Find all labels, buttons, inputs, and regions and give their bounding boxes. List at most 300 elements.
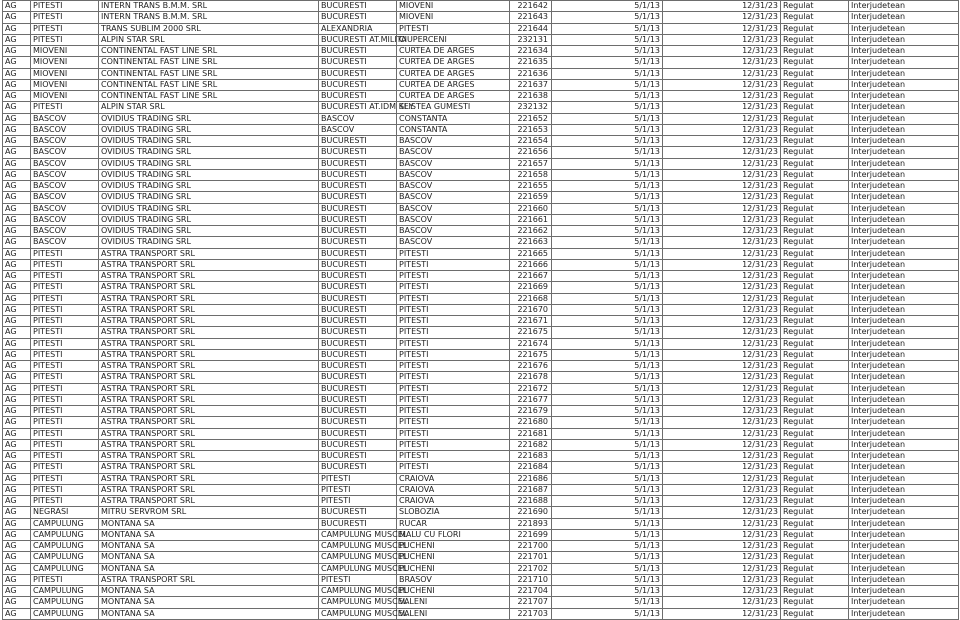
destination-cell: BASCOV xyxy=(397,169,510,180)
county-cell: AG xyxy=(3,597,31,608)
route-code-cell: 221710 xyxy=(510,574,552,585)
locality-cell: PITESTI xyxy=(31,496,99,507)
table-row xyxy=(3,597,959,608)
end-date-cell: 12/31/23 xyxy=(663,563,781,574)
route-type-cell: Interjudetean xyxy=(849,439,959,450)
operator-cell: MONTANA SA xyxy=(99,586,319,597)
table-row xyxy=(3,338,959,349)
operator-cell: ASTRA TRANSPORT SRL xyxy=(99,316,319,327)
end-date-cell: 12/31/23 xyxy=(663,192,781,203)
operator-cell: ASTRA TRANSPORT SRL xyxy=(99,338,319,349)
operator-cell: OVIDIUS TRADING SRL xyxy=(99,181,319,192)
origin-cell: BUCURESTI xyxy=(319,293,397,304)
start-date-cell: 5/1/13 xyxy=(552,496,663,507)
service-type-cell: Regulat xyxy=(781,541,849,552)
service-type-cell: Regulat xyxy=(781,169,849,180)
route-type-cell: Interjudetean xyxy=(849,181,959,192)
destination-cell: CRAIOVA xyxy=(397,496,510,507)
county-cell: AG xyxy=(3,563,31,574)
destination-cell: CURTEA DE ARGES xyxy=(397,57,510,68)
locality-cell: MIOVENI xyxy=(31,46,99,57)
county-cell: AG xyxy=(3,462,31,473)
route-type-cell: Interjudetean xyxy=(849,597,959,608)
start-date-cell: 5/1/13 xyxy=(552,293,663,304)
destination-cell: PITESTI xyxy=(397,23,510,34)
table-row xyxy=(3,79,959,90)
county-cell: AG xyxy=(3,136,31,147)
service-type-cell: Regulat xyxy=(781,124,849,135)
end-date-cell: 12/31/23 xyxy=(663,552,781,563)
route-type-cell: Interjudetean xyxy=(849,293,959,304)
table-row xyxy=(3,23,959,34)
start-date-cell: 5/1/13 xyxy=(552,23,663,34)
end-date-cell: 12/31/23 xyxy=(663,608,781,619)
route-type-cell: Interjudetean xyxy=(849,394,959,405)
end-date-cell: 12/31/23 xyxy=(663,248,781,259)
locality-cell: BASCOV xyxy=(31,113,99,124)
route-code-cell: 221686 xyxy=(510,473,552,484)
destination-cell: PITESTI xyxy=(397,439,510,450)
start-date-cell: 5/1/13 xyxy=(552,259,663,270)
county-cell: AG xyxy=(3,259,31,270)
destination-cell: CURTEA DE ARGES xyxy=(397,79,510,90)
origin-cell: BUCURESTI xyxy=(319,507,397,518)
service-type-cell: Regulat xyxy=(781,473,849,484)
end-date-cell: 12/31/23 xyxy=(663,496,781,507)
destination-cell: BRASOV xyxy=(397,574,510,585)
operator-cell: INTERN TRANS B.M.M. SRL xyxy=(99,12,319,23)
county-cell: AG xyxy=(3,23,31,34)
locality-cell: PITESTI xyxy=(31,304,99,315)
route-code-cell: 221652 xyxy=(510,113,552,124)
destination-cell: CURTEA DE ARGES xyxy=(397,68,510,79)
operator-cell: ASTRA TRANSPORT SRL xyxy=(99,574,319,585)
table-row xyxy=(3,12,959,23)
end-date-cell: 12/31/23 xyxy=(663,529,781,540)
county-cell: AG xyxy=(3,552,31,563)
operator-cell: CONTINENTAL FAST LINE SRL xyxy=(99,91,319,102)
operator-cell: MONTANA SA xyxy=(99,552,319,563)
locality-cell: BASCOV xyxy=(31,124,99,135)
table-row xyxy=(3,1,959,12)
table-row xyxy=(3,608,959,619)
route-code-cell: 221659 xyxy=(510,192,552,203)
route-code-cell: 221642 xyxy=(510,1,552,12)
route-type-cell: Interjudetean xyxy=(849,136,959,147)
origin-cell: PITESTI xyxy=(319,473,397,484)
operator-cell: ASTRA TRANSPORT SRL xyxy=(99,304,319,315)
start-date-cell: 5/1/13 xyxy=(552,361,663,372)
service-type-cell: Regulat xyxy=(781,361,849,372)
table-row xyxy=(3,226,959,237)
locality-cell: PITESTI xyxy=(31,316,99,327)
route-type-cell: Interjudetean xyxy=(849,23,959,34)
operator-cell: OVIDIUS TRADING SRL xyxy=(99,226,319,237)
destination-cell: PITESTI xyxy=(397,451,510,462)
route-type-cell: Interjudetean xyxy=(849,518,959,529)
origin-cell: PITESTI xyxy=(319,496,397,507)
operator-cell: MONTANA SA xyxy=(99,608,319,619)
service-type-cell: Regulat xyxy=(781,586,849,597)
route-code-cell: 221667 xyxy=(510,271,552,282)
origin-cell: BUCURESTI xyxy=(319,338,397,349)
destination-cell: MALU CU FLORI xyxy=(397,529,510,540)
locality-cell: PITESTI xyxy=(31,361,99,372)
table-row xyxy=(3,383,959,394)
service-type-cell: Regulat xyxy=(781,496,849,507)
origin-cell: BUCURESTI xyxy=(319,417,397,428)
operator-cell: ASTRA TRANSPORT SRL xyxy=(99,361,319,372)
origin-cell: BUCURESTI xyxy=(319,192,397,203)
origin-cell: BUCURESTI xyxy=(319,1,397,12)
origin-cell: CAMPULUNG MUSCEL xyxy=(319,552,397,563)
start-date-cell: 5/1/13 xyxy=(552,563,663,574)
origin-cell: CAMPULUNG MUSCEL xyxy=(319,541,397,552)
operator-cell: OVIDIUS TRADING SRL xyxy=(99,113,319,124)
origin-cell: BUCURESTI xyxy=(319,259,397,270)
start-date-cell: 5/1/13 xyxy=(552,169,663,180)
start-date-cell: 5/1/13 xyxy=(552,214,663,225)
locality-cell: CAMPULUNG xyxy=(31,608,99,619)
origin-cell: BUCURESTI xyxy=(319,214,397,225)
service-type-cell: Regulat xyxy=(781,518,849,529)
route-code-cell: 221680 xyxy=(510,417,552,428)
locality-cell: MIOVENI xyxy=(31,68,99,79)
service-type-cell: Regulat xyxy=(781,439,849,450)
end-date-cell: 12/31/23 xyxy=(663,68,781,79)
route-code-cell: 221701 xyxy=(510,552,552,563)
route-code-cell: 221636 xyxy=(510,68,552,79)
route-code-cell: 221675 xyxy=(510,327,552,338)
table-row xyxy=(3,237,959,248)
route-code-cell: 221675 xyxy=(510,349,552,360)
locality-cell: MIOVENI xyxy=(31,79,99,90)
route-code-cell: 232131 xyxy=(510,34,552,45)
operator-cell: OVIDIUS TRADING SRL xyxy=(99,147,319,158)
county-cell: AG xyxy=(3,529,31,540)
start-date-cell: 5/1/13 xyxy=(552,147,663,158)
table-row xyxy=(3,462,959,473)
route-type-cell: Interjudetean xyxy=(849,237,959,248)
destination-cell: BASCOV xyxy=(397,237,510,248)
operator-cell: ASTRA TRANSPORT SRL xyxy=(99,496,319,507)
end-date-cell: 12/31/23 xyxy=(663,214,781,225)
route-type-cell: Interjudetean xyxy=(849,462,959,473)
start-date-cell: 5/1/13 xyxy=(552,102,663,113)
operator-cell: ASTRA TRANSPORT SRL xyxy=(99,248,319,259)
operator-cell: OVIDIUS TRADING SRL xyxy=(99,192,319,203)
service-type-cell: Regulat xyxy=(781,237,849,248)
start-date-cell: 5/1/13 xyxy=(552,237,663,248)
route-type-cell: Interjudetean xyxy=(849,304,959,315)
county-cell: AG xyxy=(3,34,31,45)
route-type-cell: Interjudetean xyxy=(849,248,959,259)
origin-cell: BUCURESTI xyxy=(319,147,397,158)
start-date-cell: 5/1/13 xyxy=(552,34,663,45)
route-code-cell: 221657 xyxy=(510,158,552,169)
route-code-cell: 221893 xyxy=(510,518,552,529)
end-date-cell: 12/31/23 xyxy=(663,507,781,518)
destination-cell: BASCOV xyxy=(397,203,510,214)
locality-cell: PITESTI xyxy=(31,293,99,304)
table-row xyxy=(3,417,959,428)
county-cell: AG xyxy=(3,271,31,282)
county-cell: AG xyxy=(3,484,31,495)
route-code-cell: 221660 xyxy=(510,203,552,214)
table-row xyxy=(3,293,959,304)
destination-cell: BASCOV xyxy=(397,214,510,225)
start-date-cell: 5/1/13 xyxy=(552,316,663,327)
route-type-cell: Interjudetean xyxy=(849,349,959,360)
table-row xyxy=(3,304,959,315)
operator-cell: ASTRA TRANSPORT SRL xyxy=(99,259,319,270)
end-date-cell: 12/31/23 xyxy=(663,304,781,315)
start-date-cell: 5/1/13 xyxy=(552,226,663,237)
end-date-cell: 12/31/23 xyxy=(663,451,781,462)
route-type-cell: Interjudetean xyxy=(849,192,959,203)
table-row xyxy=(3,57,959,68)
start-date-cell: 5/1/13 xyxy=(552,394,663,405)
start-date-cell: 5/1/13 xyxy=(552,406,663,417)
route-type-cell: Interjudetean xyxy=(849,338,959,349)
destination-cell: PUCHENI xyxy=(397,563,510,574)
start-date-cell: 5/1/13 xyxy=(552,574,663,585)
service-type-cell: Regulat xyxy=(781,147,849,158)
route-code-cell: 221676 xyxy=(510,361,552,372)
end-date-cell: 12/31/23 xyxy=(663,349,781,360)
end-date-cell: 12/31/23 xyxy=(663,327,781,338)
county-cell: AG xyxy=(3,428,31,439)
start-date-cell: 5/1/13 xyxy=(552,46,663,57)
end-date-cell: 12/31/23 xyxy=(663,361,781,372)
origin-cell: BUCURESTI xyxy=(319,237,397,248)
table-row xyxy=(3,113,959,124)
route-type-cell: Interjudetean xyxy=(849,372,959,383)
service-type-cell: Regulat xyxy=(781,79,849,90)
route-type-cell: Interjudetean xyxy=(849,428,959,439)
service-type-cell: Regulat xyxy=(781,68,849,79)
service-type-cell: Regulat xyxy=(781,349,849,360)
operator-cell: ALPIN STAR SRL xyxy=(99,34,319,45)
destination-cell: PITESTI xyxy=(397,248,510,259)
route-code-cell: 221661 xyxy=(510,214,552,225)
locality-cell: CAMPULUNG xyxy=(31,563,99,574)
county-cell: AG xyxy=(3,316,31,327)
destination-cell: VALENI xyxy=(397,597,510,608)
origin-cell: BUCURESTI xyxy=(319,12,397,23)
service-type-cell: Regulat xyxy=(781,214,849,225)
destination-cell: PITESTI xyxy=(397,271,510,282)
end-date-cell: 12/31/23 xyxy=(663,282,781,293)
route-code-cell: 221674 xyxy=(510,338,552,349)
end-date-cell: 12/31/23 xyxy=(663,1,781,12)
origin-cell: CAMPULUNG MUSCEL xyxy=(319,586,397,597)
origin-cell: BUCURESTI xyxy=(319,439,397,450)
locality-cell: PITESTI xyxy=(31,417,99,428)
service-type-cell: Regulat xyxy=(781,192,849,203)
start-date-cell: 5/1/13 xyxy=(552,473,663,484)
operator-cell: ASTRA TRANSPORT SRL xyxy=(99,372,319,383)
end-date-cell: 12/31/23 xyxy=(663,383,781,394)
locality-cell: PITESTI xyxy=(31,462,99,473)
route-code-cell: 221672 xyxy=(510,383,552,394)
service-type-cell: Regulat xyxy=(781,507,849,518)
county-cell: AG xyxy=(3,79,31,90)
origin-cell: BUCURESTI xyxy=(319,79,397,90)
route-code-cell: 221702 xyxy=(510,563,552,574)
origin-cell: BUCURESTI xyxy=(319,383,397,394)
table-row xyxy=(3,169,959,180)
route-code-cell: 221670 xyxy=(510,304,552,315)
destination-cell: PITESTI xyxy=(397,282,510,293)
service-type-cell: Regulat xyxy=(781,597,849,608)
route-code-cell: 221684 xyxy=(510,462,552,473)
route-code-cell: 221655 xyxy=(510,181,552,192)
destination-cell: PITESTI xyxy=(397,406,510,417)
route-code-cell: 221677 xyxy=(510,394,552,405)
route-type-cell: Interjudetean xyxy=(849,102,959,113)
county-cell: AG xyxy=(3,124,31,135)
destination-cell: PITESTI xyxy=(397,428,510,439)
locality-cell: PITESTI xyxy=(31,394,99,405)
end-date-cell: 12/31/23 xyxy=(663,518,781,529)
operator-cell: ASTRA TRANSPORT SRL xyxy=(99,473,319,484)
service-type-cell: Regulat xyxy=(781,484,849,495)
county-cell: AG xyxy=(3,293,31,304)
routes-table xyxy=(2,0,959,620)
destination-cell: CONSTANTA xyxy=(397,124,510,135)
table-row xyxy=(3,439,959,450)
route-code-cell: 221668 xyxy=(510,293,552,304)
locality-cell: CAMPULUNG xyxy=(31,541,99,552)
table-row xyxy=(3,496,959,507)
route-code-cell: 221635 xyxy=(510,57,552,68)
end-date-cell: 12/31/23 xyxy=(663,439,781,450)
service-type-cell: Regulat xyxy=(781,226,849,237)
county-cell: AG xyxy=(3,304,31,315)
table-row xyxy=(3,586,959,597)
route-code-cell: 221665 xyxy=(510,248,552,259)
service-type-cell: Regulat xyxy=(781,383,849,394)
table-row xyxy=(3,259,959,270)
route-type-cell: Interjudetean xyxy=(849,552,959,563)
operator-cell: OVIDIUS TRADING SRL xyxy=(99,214,319,225)
table-row xyxy=(3,91,959,102)
county-cell: AG xyxy=(3,349,31,360)
route-type-cell: Interjudetean xyxy=(849,586,959,597)
operator-cell: ASTRA TRANSPORT SRL xyxy=(99,428,319,439)
end-date-cell: 12/31/23 xyxy=(663,79,781,90)
start-date-cell: 5/1/13 xyxy=(552,529,663,540)
origin-cell: BUCURESTI xyxy=(319,327,397,338)
service-type-cell: Regulat xyxy=(781,451,849,462)
end-date-cell: 12/31/23 xyxy=(663,57,781,68)
destination-cell: PITESTI xyxy=(397,327,510,338)
county-cell: AG xyxy=(3,248,31,259)
service-type-cell: Regulat xyxy=(781,574,849,585)
route-type-cell: Interjudetean xyxy=(849,259,959,270)
start-date-cell: 5/1/13 xyxy=(552,203,663,214)
operator-cell: CONTINENTAL FAST LINE SRL xyxy=(99,46,319,57)
route-code-cell: 232132 xyxy=(510,102,552,113)
origin-cell: BUCURESTI xyxy=(319,428,397,439)
operator-cell: MONTANA SA xyxy=(99,563,319,574)
start-date-cell: 5/1/13 xyxy=(552,439,663,450)
table-row xyxy=(3,349,959,360)
destination-cell: CONSTANTA xyxy=(397,113,510,124)
end-date-cell: 12/31/23 xyxy=(663,124,781,135)
operator-cell: INTERN TRANS B.M.M. SRL xyxy=(99,1,319,12)
route-code-cell: 221690 xyxy=(510,507,552,518)
origin-cell: BUCURESTI xyxy=(319,406,397,417)
origin-cell: BUCURESTI AT.MILITA xyxy=(319,34,397,45)
destination-cell: PITESTI xyxy=(397,417,510,428)
end-date-cell: 12/31/23 xyxy=(663,338,781,349)
route-type-cell: Interjudetean xyxy=(849,574,959,585)
table-row xyxy=(3,406,959,417)
destination-cell: CURTEA DE ARGES xyxy=(397,91,510,102)
service-type-cell: Regulat xyxy=(781,304,849,315)
start-date-cell: 5/1/13 xyxy=(552,113,663,124)
table-row xyxy=(3,473,959,484)
end-date-cell: 12/31/23 xyxy=(663,113,781,124)
end-date-cell: 12/31/23 xyxy=(663,597,781,608)
route-code-cell: 221666 xyxy=(510,259,552,270)
locality-cell: PITESTI xyxy=(31,34,99,45)
service-type-cell: Regulat xyxy=(781,12,849,23)
origin-cell: BUCURESTI xyxy=(319,57,397,68)
service-type-cell: Regulat xyxy=(781,113,849,124)
operator-cell: MONTANA SA xyxy=(99,529,319,540)
route-type-cell: Interjudetean xyxy=(849,226,959,237)
origin-cell: BUCURESTI xyxy=(319,394,397,405)
origin-cell: BUCURESTI xyxy=(319,372,397,383)
route-type-cell: Interjudetean xyxy=(849,529,959,540)
table-row xyxy=(3,68,959,79)
destination-cell: MIOVENI xyxy=(397,12,510,23)
operator-cell: OVIDIUS TRADING SRL xyxy=(99,136,319,147)
county-cell: AG xyxy=(3,327,31,338)
start-date-cell: 5/1/13 xyxy=(552,462,663,473)
routes-table-body xyxy=(3,1,959,620)
start-date-cell: 5/1/13 xyxy=(552,597,663,608)
route-code-cell: 221683 xyxy=(510,451,552,462)
origin-cell: BUCURESTI xyxy=(319,181,397,192)
table-row xyxy=(3,327,959,338)
end-date-cell: 12/31/23 xyxy=(663,473,781,484)
locality-cell: BASCOV xyxy=(31,226,99,237)
end-date-cell: 12/31/23 xyxy=(663,394,781,405)
start-date-cell: 5/1/13 xyxy=(552,507,663,518)
end-date-cell: 12/31/23 xyxy=(663,12,781,23)
county-cell: AG xyxy=(3,181,31,192)
county-cell: AG xyxy=(3,214,31,225)
county-cell: AG xyxy=(3,91,31,102)
origin-cell: PITESTI xyxy=(319,484,397,495)
county-cell: AG xyxy=(3,282,31,293)
service-type-cell: Regulat xyxy=(781,372,849,383)
route-code-cell: 221653 xyxy=(510,124,552,135)
origin-cell: BUCURESTI xyxy=(319,349,397,360)
end-date-cell: 12/31/23 xyxy=(663,23,781,34)
route-code-cell: 221643 xyxy=(510,12,552,23)
table-row xyxy=(3,361,959,372)
service-type-cell: Regulat xyxy=(781,529,849,540)
route-code-cell: 221671 xyxy=(510,316,552,327)
origin-cell: BUCURESTI xyxy=(319,282,397,293)
table-row xyxy=(3,46,959,57)
locality-cell: MIOVENI xyxy=(31,91,99,102)
